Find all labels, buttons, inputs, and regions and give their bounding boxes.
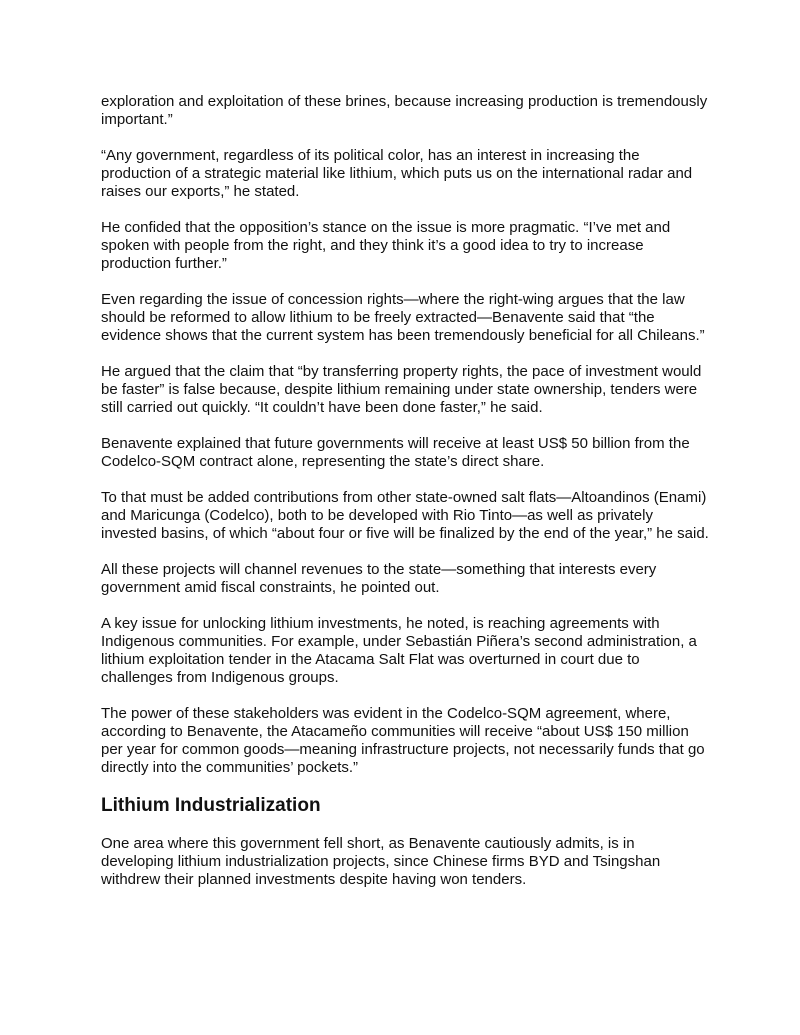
paragraph-industrialization-shortfall: One area where this government fell short, as Benavente cautiously admits, is in developing lithium industrialization projects, since Chinese firms BYD and Tsingshan withdrew their planned investments despite having won tenders. <box>101 835 661 888</box>
paragraph-salt-flats-contributions: To that must be added contributions from other state-owned salt flats—Altoandinos (Enami) and Maricunga (Codelco), both to be developed with Rio Tinto—as well as privately invested basins, of which “about four or five will be finalized by the end of the year,” he said. <box>101 489 709 542</box>
paragraph-government-interest-quote: “Any government, regardless of its political color, has an interest in increasing the production of a strategic material like lithium, which puts us on the international radar and raises our exports,” he stated. <box>101 147 693 200</box>
paragraph-codelco-sqm-revenue: Benavente explained that future governments will receive at least US$ 50 billion from the Codelco-SQM contract alone, representing the state’s direct share. <box>101 435 690 470</box>
paragraph-opposition-stance: He confided that the opposition’s stance on the issue is more pragmatic. “I’ve met and spoken with people from the right, and they think it’s a good idea to try to increase production further.” <box>101 219 671 272</box>
paragraph-atacameno-communities: The power of these stakeholders was evident in the Codelco-SQM agreement, where, according to Benavente, the Atacameño communities will receive “about US$ 150 million per year for common goods—meaning infrastructure projects, not necessarily funds that go directly into the communities’ pockets.” <box>101 705 705 776</box>
paragraph-state-revenues: All these projects will channel revenues to the state—something that interests every government amid fiscal constraints, he pointed out. <box>101 561 657 596</box>
section-heading-lithium-industrialization: Lithium Industrialization <box>101 795 321 816</box>
paragraph-indigenous-agreements: A key issue for unlocking lithium investments, he noted, is reaching agreements with Indigenous communities. For example, under Sebastián Piñera’s second administration, a lithium exploitation tender in the Atacama Salt Flat was overturned in court due to challenges from Indigenous groups. <box>101 615 697 686</box>
paragraph-brines-continuation: exploration and exploitation of these brines, because increasing production is tremendously important.” <box>101 93 708 128</box>
article-body <box>101 93 711 907</box>
paragraph-property-rights-claim: He argued that the claim that “by transferring property rights, the pace of investment would be faster” is false because, despite lithium remaining under state ownership, tenders were still carried out quickly. “It couldn’t have been done faster,” he said. <box>101 363 702 416</box>
paragraph-concession-rights: Even regarding the issue of concession rights—where the right-wing argues that the law should be reformed to allow lithium to be freely extracted—Benavente said that “the evidence shows that the current system has been tremendously beneficial for all Chileans.” <box>101 291 705 344</box>
